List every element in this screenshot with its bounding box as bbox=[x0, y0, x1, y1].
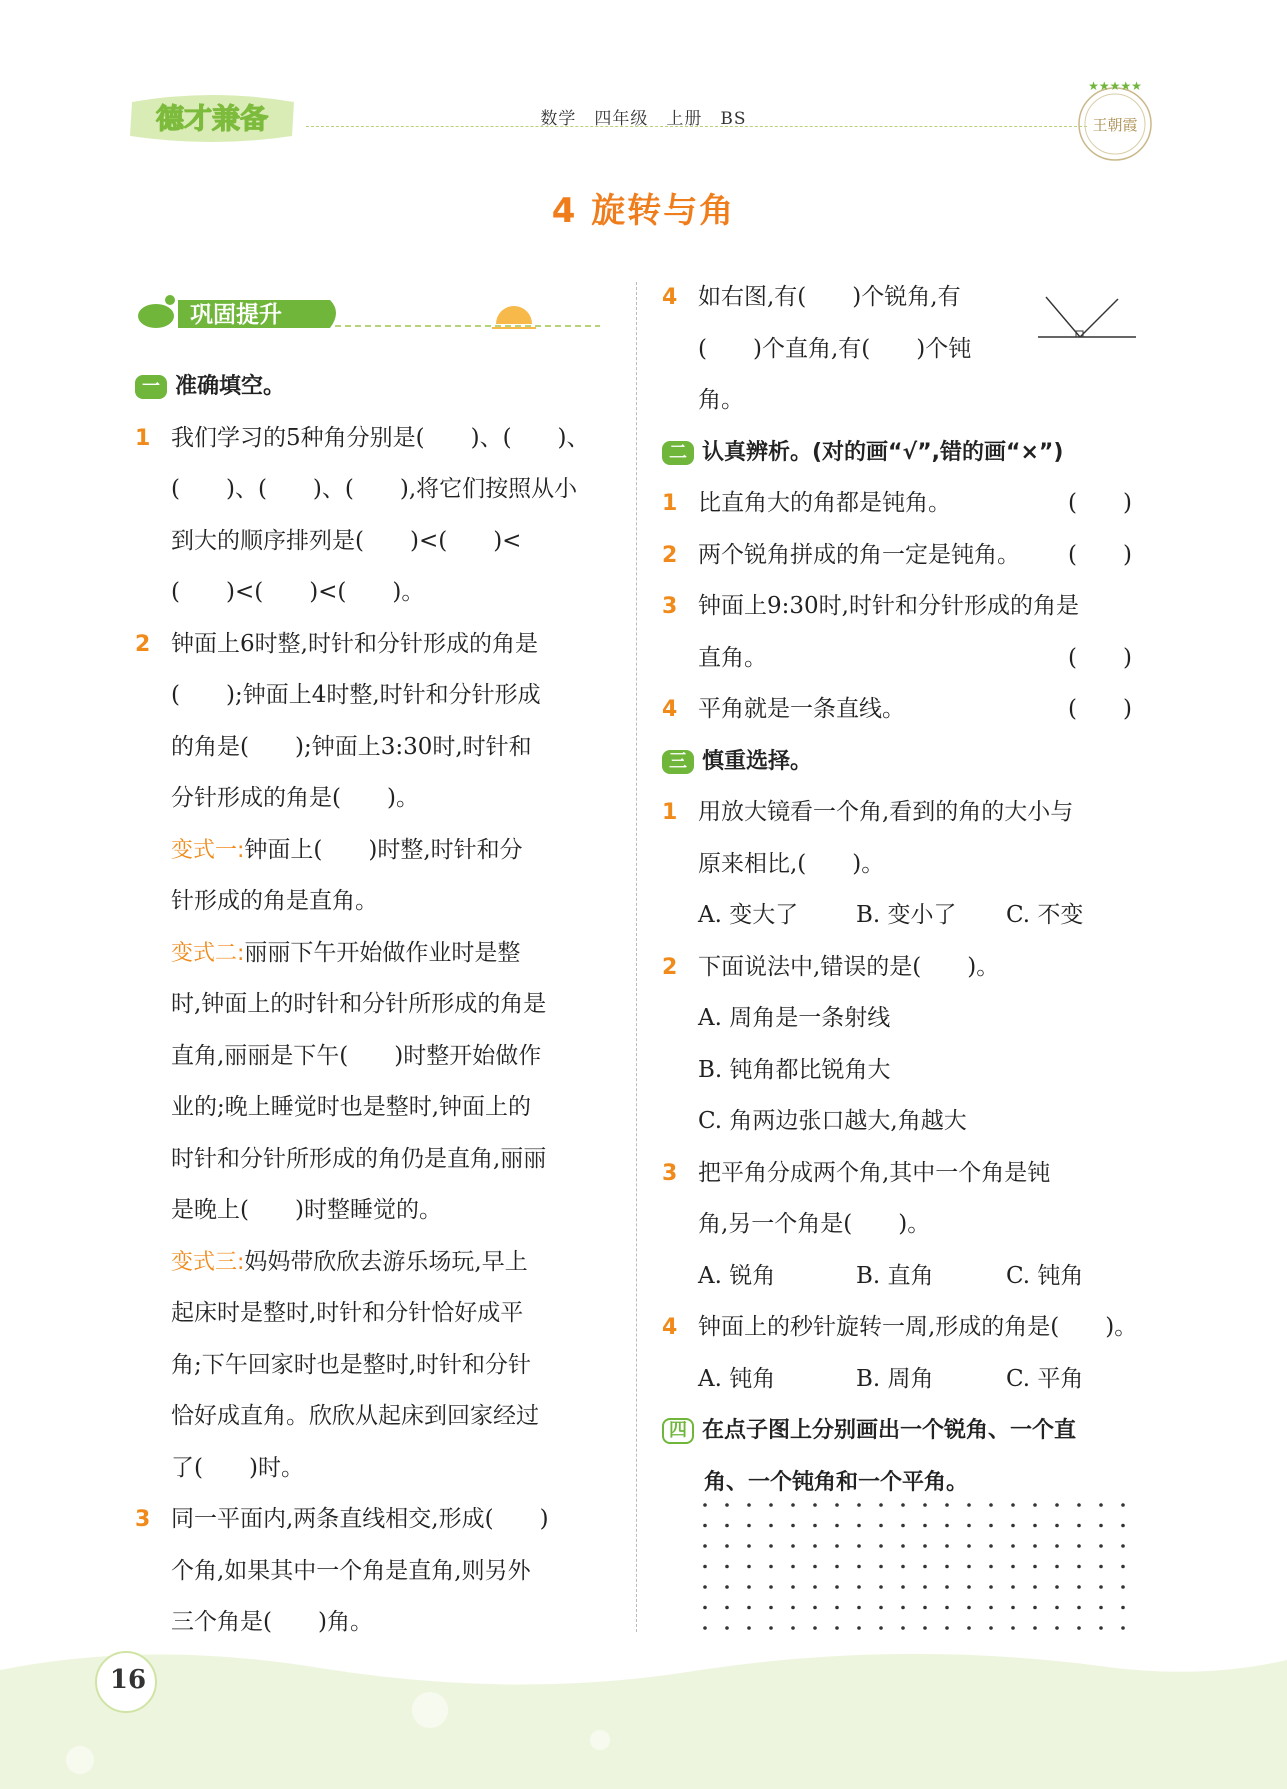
choice-line: 3 把平角分成两个角,其中一个角是钝 bbox=[662, 1159, 1051, 1186]
grid-dot bbox=[1055, 1565, 1059, 1569]
section-2-title: 认真辨析。(对的画“√”,错的画“×”) bbox=[702, 439, 1064, 465]
grid-dot bbox=[747, 1503, 751, 1507]
grid-dot bbox=[1033, 1524, 1037, 1528]
grid-dot bbox=[1099, 1626, 1103, 1630]
grid-dot bbox=[1055, 1503, 1059, 1507]
grid-dot bbox=[857, 1606, 861, 1610]
grid-dot bbox=[989, 1544, 993, 1548]
grid-dot bbox=[725, 1544, 729, 1548]
grid-dot bbox=[989, 1585, 993, 1589]
grid-dot bbox=[967, 1585, 971, 1589]
logo-text: 王朝霞 bbox=[1092, 116, 1138, 134]
grid-dot bbox=[901, 1626, 905, 1630]
variant-line: 了( )时。 bbox=[171, 1454, 304, 1481]
banner-title: 巩固提升 bbox=[190, 302, 282, 328]
variant-line: 恰好成直角。欣欣从起床到回家经过 bbox=[171, 1403, 539, 1429]
grid-dot bbox=[1099, 1606, 1103, 1610]
grid-dot bbox=[835, 1524, 839, 1528]
choice-line: 1 用放大镜看一个角,看到的角的大小与 bbox=[662, 799, 1074, 825]
grid-dot bbox=[703, 1585, 707, 1589]
variant-line: 时针和分针所形成的角仍是直角,丽丽 bbox=[171, 1145, 547, 1172]
grid-dot bbox=[1033, 1626, 1037, 1630]
grid-dot bbox=[1077, 1503, 1081, 1507]
grid-dot bbox=[1077, 1585, 1081, 1589]
right-column bbox=[662, 272, 1142, 1508]
variant-line: 变式二:丽丽下午开始做作业时是整 bbox=[171, 939, 521, 966]
section-4-title: 在点子图上分别画出一个锐角、一个直 bbox=[702, 1418, 1077, 1443]
grid-dot bbox=[725, 1524, 729, 1528]
question-line: 1 我们学习的5种角分别是( )、( )、 bbox=[135, 424, 590, 451]
grid-dot bbox=[989, 1524, 993, 1528]
grid-dot bbox=[791, 1626, 795, 1630]
grid-dot bbox=[923, 1585, 927, 1589]
grid-dot bbox=[1033, 1606, 1037, 1610]
grid-dot bbox=[813, 1544, 817, 1548]
grid-dot bbox=[1055, 1606, 1059, 1610]
grid-dot bbox=[1033, 1585, 1037, 1589]
grid-dot bbox=[967, 1544, 971, 1548]
left-column bbox=[135, 361, 615, 1649]
grid-dot bbox=[879, 1626, 883, 1630]
grid-dot bbox=[769, 1524, 773, 1528]
judge-line: 4 平角就是一条直线。 ( ) bbox=[662, 696, 1132, 722]
grid-dot bbox=[1011, 1544, 1015, 1548]
footer-decoration bbox=[0, 1640, 1287, 1789]
variant-line: 业的;晚上睡觉时也是整时,钟面上的 bbox=[171, 1094, 532, 1120]
grid-dot bbox=[923, 1503, 927, 1507]
grid-dot bbox=[857, 1544, 861, 1548]
choice-option: B. 钝角都比锐角大 bbox=[698, 1056, 891, 1083]
question-line: 4 如右图,有( )个锐角,有 bbox=[662, 284, 961, 310]
section-4-badge: 四 bbox=[662, 1418, 694, 1444]
grid-dot bbox=[923, 1626, 927, 1630]
grid-dot bbox=[989, 1606, 993, 1610]
column-divider bbox=[636, 282, 637, 1632]
grid-dot bbox=[879, 1606, 883, 1610]
section-banner bbox=[130, 282, 612, 342]
grid-dot bbox=[967, 1565, 971, 1569]
question-line: 2 钟面上6时整,时针和分针形成的角是 bbox=[135, 630, 538, 657]
grid-dot bbox=[813, 1606, 817, 1610]
grid-dot bbox=[1077, 1544, 1081, 1548]
grid-dot bbox=[835, 1626, 839, 1630]
question-line: ( )<( )<( )。 bbox=[171, 579, 425, 605]
grid-dot bbox=[923, 1606, 927, 1610]
section-1-heading bbox=[135, 361, 615, 413]
section-3-badge: 三 bbox=[662, 750, 694, 774]
grid-dot bbox=[1055, 1585, 1059, 1589]
grid-dot bbox=[1121, 1585, 1125, 1589]
grid-dot bbox=[1077, 1606, 1081, 1610]
grid-dot bbox=[857, 1503, 861, 1507]
grid-dot bbox=[901, 1585, 905, 1589]
grid-dot bbox=[747, 1565, 751, 1569]
grid-dot bbox=[747, 1524, 751, 1528]
choice-option: A. 周角是一条射线 bbox=[698, 1005, 891, 1031]
grid-dot bbox=[1099, 1544, 1103, 1548]
grid-dot bbox=[1033, 1503, 1037, 1507]
grid-dot bbox=[1011, 1524, 1015, 1528]
svg-text:★★★★★: ★★★★★ bbox=[1088, 79, 1142, 93]
variant-line: 时,钟面上的时针和分针所形成的角是 bbox=[171, 991, 547, 1017]
variant-label: 变式三: bbox=[171, 1249, 245, 1275]
grid-dot bbox=[1099, 1585, 1103, 1589]
section-4-heading bbox=[662, 1405, 1142, 1457]
grid-dot bbox=[1011, 1585, 1015, 1589]
choice-line: 原来相比,( )。 bbox=[698, 850, 885, 877]
choice-line: 角,另一个角是( )。 bbox=[698, 1211, 931, 1237]
judge-line: 1 比直角大的角都是钝角。 ( ) bbox=[662, 490, 1132, 516]
grid-dot bbox=[769, 1626, 773, 1630]
question-line: 三个角是( )角。 bbox=[171, 1609, 373, 1635]
grid-dot bbox=[747, 1626, 751, 1630]
grid-dot bbox=[857, 1524, 861, 1528]
grid-dot bbox=[703, 1503, 707, 1507]
grid-dot bbox=[1099, 1565, 1103, 1569]
grid-dot bbox=[879, 1565, 883, 1569]
grid-dot bbox=[967, 1503, 971, 1507]
grid-dot bbox=[791, 1565, 795, 1569]
grid-dot bbox=[813, 1503, 817, 1507]
grid-dot bbox=[1121, 1565, 1125, 1569]
grid-dot bbox=[813, 1626, 817, 1630]
grid-dot bbox=[901, 1524, 905, 1528]
grid-dot bbox=[901, 1606, 905, 1610]
grid-dot bbox=[835, 1585, 839, 1589]
question-line: 分针形成的角是( )。 bbox=[171, 785, 419, 811]
grid-dot bbox=[945, 1503, 949, 1507]
choice-options: A. 钝角 B. 周角 C. 平角 bbox=[698, 1365, 1084, 1392]
dot-grid bbox=[700, 1500, 1140, 1635]
grid-dot bbox=[747, 1544, 751, 1548]
grid-dot bbox=[989, 1626, 993, 1630]
variant-line: 针形成的角是直角。 bbox=[171, 888, 378, 914]
grid-dot bbox=[835, 1503, 839, 1507]
grid-dot bbox=[1033, 1565, 1037, 1569]
variant-label: 变式二: bbox=[171, 940, 245, 966]
grid-dot bbox=[747, 1606, 751, 1610]
grid-dot bbox=[923, 1544, 927, 1548]
grid-dot bbox=[1121, 1626, 1125, 1630]
variant-line: 变式一:钟面上( )时整,时针和分 bbox=[171, 836, 523, 863]
section-3-heading bbox=[662, 736, 1142, 788]
grid-dot bbox=[703, 1524, 707, 1528]
grid-dot bbox=[945, 1544, 949, 1548]
variant-line: 是晚上( )时整睡觉的。 bbox=[171, 1197, 442, 1223]
choice-line: 2 下面说法中,错误的是( )。 bbox=[662, 953, 1000, 980]
grid-dot bbox=[791, 1524, 795, 1528]
grid-dot bbox=[1121, 1606, 1125, 1610]
question-line: ( )个直角,有( )个钝 bbox=[698, 335, 972, 362]
choice-line: 4 钟面上的秒针旋转一周,形成的角是( )。 bbox=[662, 1314, 1138, 1340]
question-line: 到大的顺序排列是( )<( )< bbox=[171, 527, 522, 554]
variant-line: 变式三:妈妈带欣欣去游乐场玩,早上 bbox=[171, 1248, 528, 1275]
grid-dot bbox=[769, 1503, 773, 1507]
grid-dot bbox=[1011, 1503, 1015, 1507]
grid-dot bbox=[769, 1585, 773, 1589]
publisher-logo bbox=[1072, 78, 1158, 164]
grid-dot bbox=[791, 1503, 795, 1507]
grid-dot bbox=[989, 1565, 993, 1569]
grid-dot bbox=[725, 1606, 729, 1610]
grid-dot bbox=[835, 1544, 839, 1548]
question-line: 个角,如果其中一个角是直角,则另外 bbox=[171, 1557, 531, 1584]
question-line: 的角是( );钟面上3:30时,时针和 bbox=[171, 733, 532, 760]
question-line: 3 同一平面内,两条直线相交,形成( ) bbox=[135, 1506, 549, 1532]
judge-line: 3 钟面上9:30时,时针和分针形成的角是 bbox=[662, 593, 1079, 619]
grid-dot bbox=[791, 1544, 795, 1548]
grid-dot bbox=[967, 1606, 971, 1610]
grid-dot bbox=[1099, 1503, 1103, 1507]
choice-option: C. 角两边张口越大,角越大 bbox=[698, 1108, 967, 1134]
variant-line: 直角,丽丽是下午( )时整开始做作 bbox=[171, 1042, 542, 1069]
section-1-badge: 一 bbox=[135, 375, 167, 399]
grid-dot bbox=[703, 1606, 707, 1610]
brand-text: 德才兼备 bbox=[155, 102, 269, 135]
grid-dot bbox=[1055, 1544, 1059, 1548]
variant-label: 变式一: bbox=[171, 837, 245, 863]
section-2-badge: 二 bbox=[662, 441, 694, 465]
grid-dot bbox=[923, 1524, 927, 1528]
header-text: 数学 四年级 上册 BS bbox=[540, 109, 747, 129]
judge-line: 2 两个锐角拼成的角一定是钝角。 ( ) bbox=[662, 541, 1132, 568]
grid-dot bbox=[879, 1503, 883, 1507]
variant-line: 起床时是整时,时针和分针恰好成平 bbox=[171, 1300, 524, 1326]
section-1-title: 准确填空。 bbox=[175, 374, 286, 399]
grid-dot bbox=[1077, 1524, 1081, 1528]
grid-dot bbox=[769, 1544, 773, 1548]
grid-dot bbox=[945, 1565, 949, 1569]
grid-dot bbox=[725, 1626, 729, 1630]
grid-dot bbox=[813, 1524, 817, 1528]
grid-dot bbox=[769, 1606, 773, 1610]
grid-dot bbox=[1077, 1565, 1081, 1569]
grid-dot bbox=[1011, 1626, 1015, 1630]
angle-figure bbox=[1038, 295, 1138, 350]
judge-line: 直角。 ( ) bbox=[698, 644, 1132, 671]
grid-dot bbox=[813, 1585, 817, 1589]
grid-dot bbox=[989, 1503, 993, 1507]
grid-dot bbox=[1121, 1524, 1125, 1528]
grid-dot bbox=[835, 1565, 839, 1569]
grid-dot bbox=[879, 1585, 883, 1589]
grid-dot bbox=[879, 1544, 883, 1548]
question-line: ( )、( )、( ),将它们按照从小 bbox=[171, 476, 578, 502]
grid-dot bbox=[1121, 1503, 1125, 1507]
grid-dot bbox=[1121, 1544, 1125, 1548]
grid-dot bbox=[1033, 1544, 1037, 1548]
grid-dot bbox=[1077, 1626, 1081, 1630]
grid-dot bbox=[857, 1565, 861, 1569]
grid-dot bbox=[1099, 1524, 1103, 1528]
section-2-heading bbox=[662, 427, 1142, 479]
section-3-title: 慎重选择。 bbox=[702, 748, 813, 774]
grid-dot bbox=[967, 1524, 971, 1528]
grid-dot bbox=[1055, 1524, 1059, 1528]
grid-dot bbox=[1055, 1626, 1059, 1630]
grid-dot bbox=[769, 1565, 773, 1569]
grid-dot bbox=[791, 1606, 795, 1610]
grid-dot bbox=[1011, 1565, 1015, 1569]
question-line: 角。 bbox=[698, 387, 744, 413]
grid-dot bbox=[901, 1503, 905, 1507]
grid-dot bbox=[945, 1524, 949, 1528]
page-title: 4 旋转与角 bbox=[551, 191, 736, 231]
grid-dot bbox=[703, 1565, 707, 1569]
grid-dot bbox=[725, 1585, 729, 1589]
grid-dot bbox=[725, 1565, 729, 1569]
grid-dot bbox=[791, 1585, 795, 1589]
grid-dot bbox=[945, 1585, 949, 1589]
page-number: 16 bbox=[109, 1665, 147, 1695]
grid-dot bbox=[703, 1544, 707, 1548]
section-4-title-cont: 角、一个钝角和一个平角。 bbox=[704, 1469, 969, 1495]
grid-dot bbox=[901, 1544, 905, 1548]
choice-options: A. 锐角 B. 直角 C. 钝角 bbox=[698, 1262, 1084, 1289]
grid-dot bbox=[835, 1606, 839, 1610]
question-line: ( );钟面上4时整,时针和分针形成 bbox=[171, 682, 541, 708]
grid-dot bbox=[967, 1626, 971, 1630]
grid-dot bbox=[703, 1626, 707, 1630]
grid-dot bbox=[945, 1626, 949, 1630]
grid-dot bbox=[747, 1585, 751, 1589]
grid-dot bbox=[725, 1503, 729, 1507]
grid-dot bbox=[813, 1565, 817, 1569]
choice-options: A. 变大了 B. 变小了 C. 不变 bbox=[698, 902, 1084, 928]
grid-dot bbox=[945, 1606, 949, 1610]
grid-dot bbox=[901, 1565, 905, 1569]
grid-dot bbox=[857, 1626, 861, 1630]
grid-dot bbox=[857, 1585, 861, 1589]
grid-dot bbox=[923, 1565, 927, 1569]
grid-dot bbox=[879, 1524, 883, 1528]
grid-dot bbox=[1011, 1606, 1015, 1610]
variant-line: 角;下午回家时也是整时,时针和分针 bbox=[171, 1351, 532, 1378]
